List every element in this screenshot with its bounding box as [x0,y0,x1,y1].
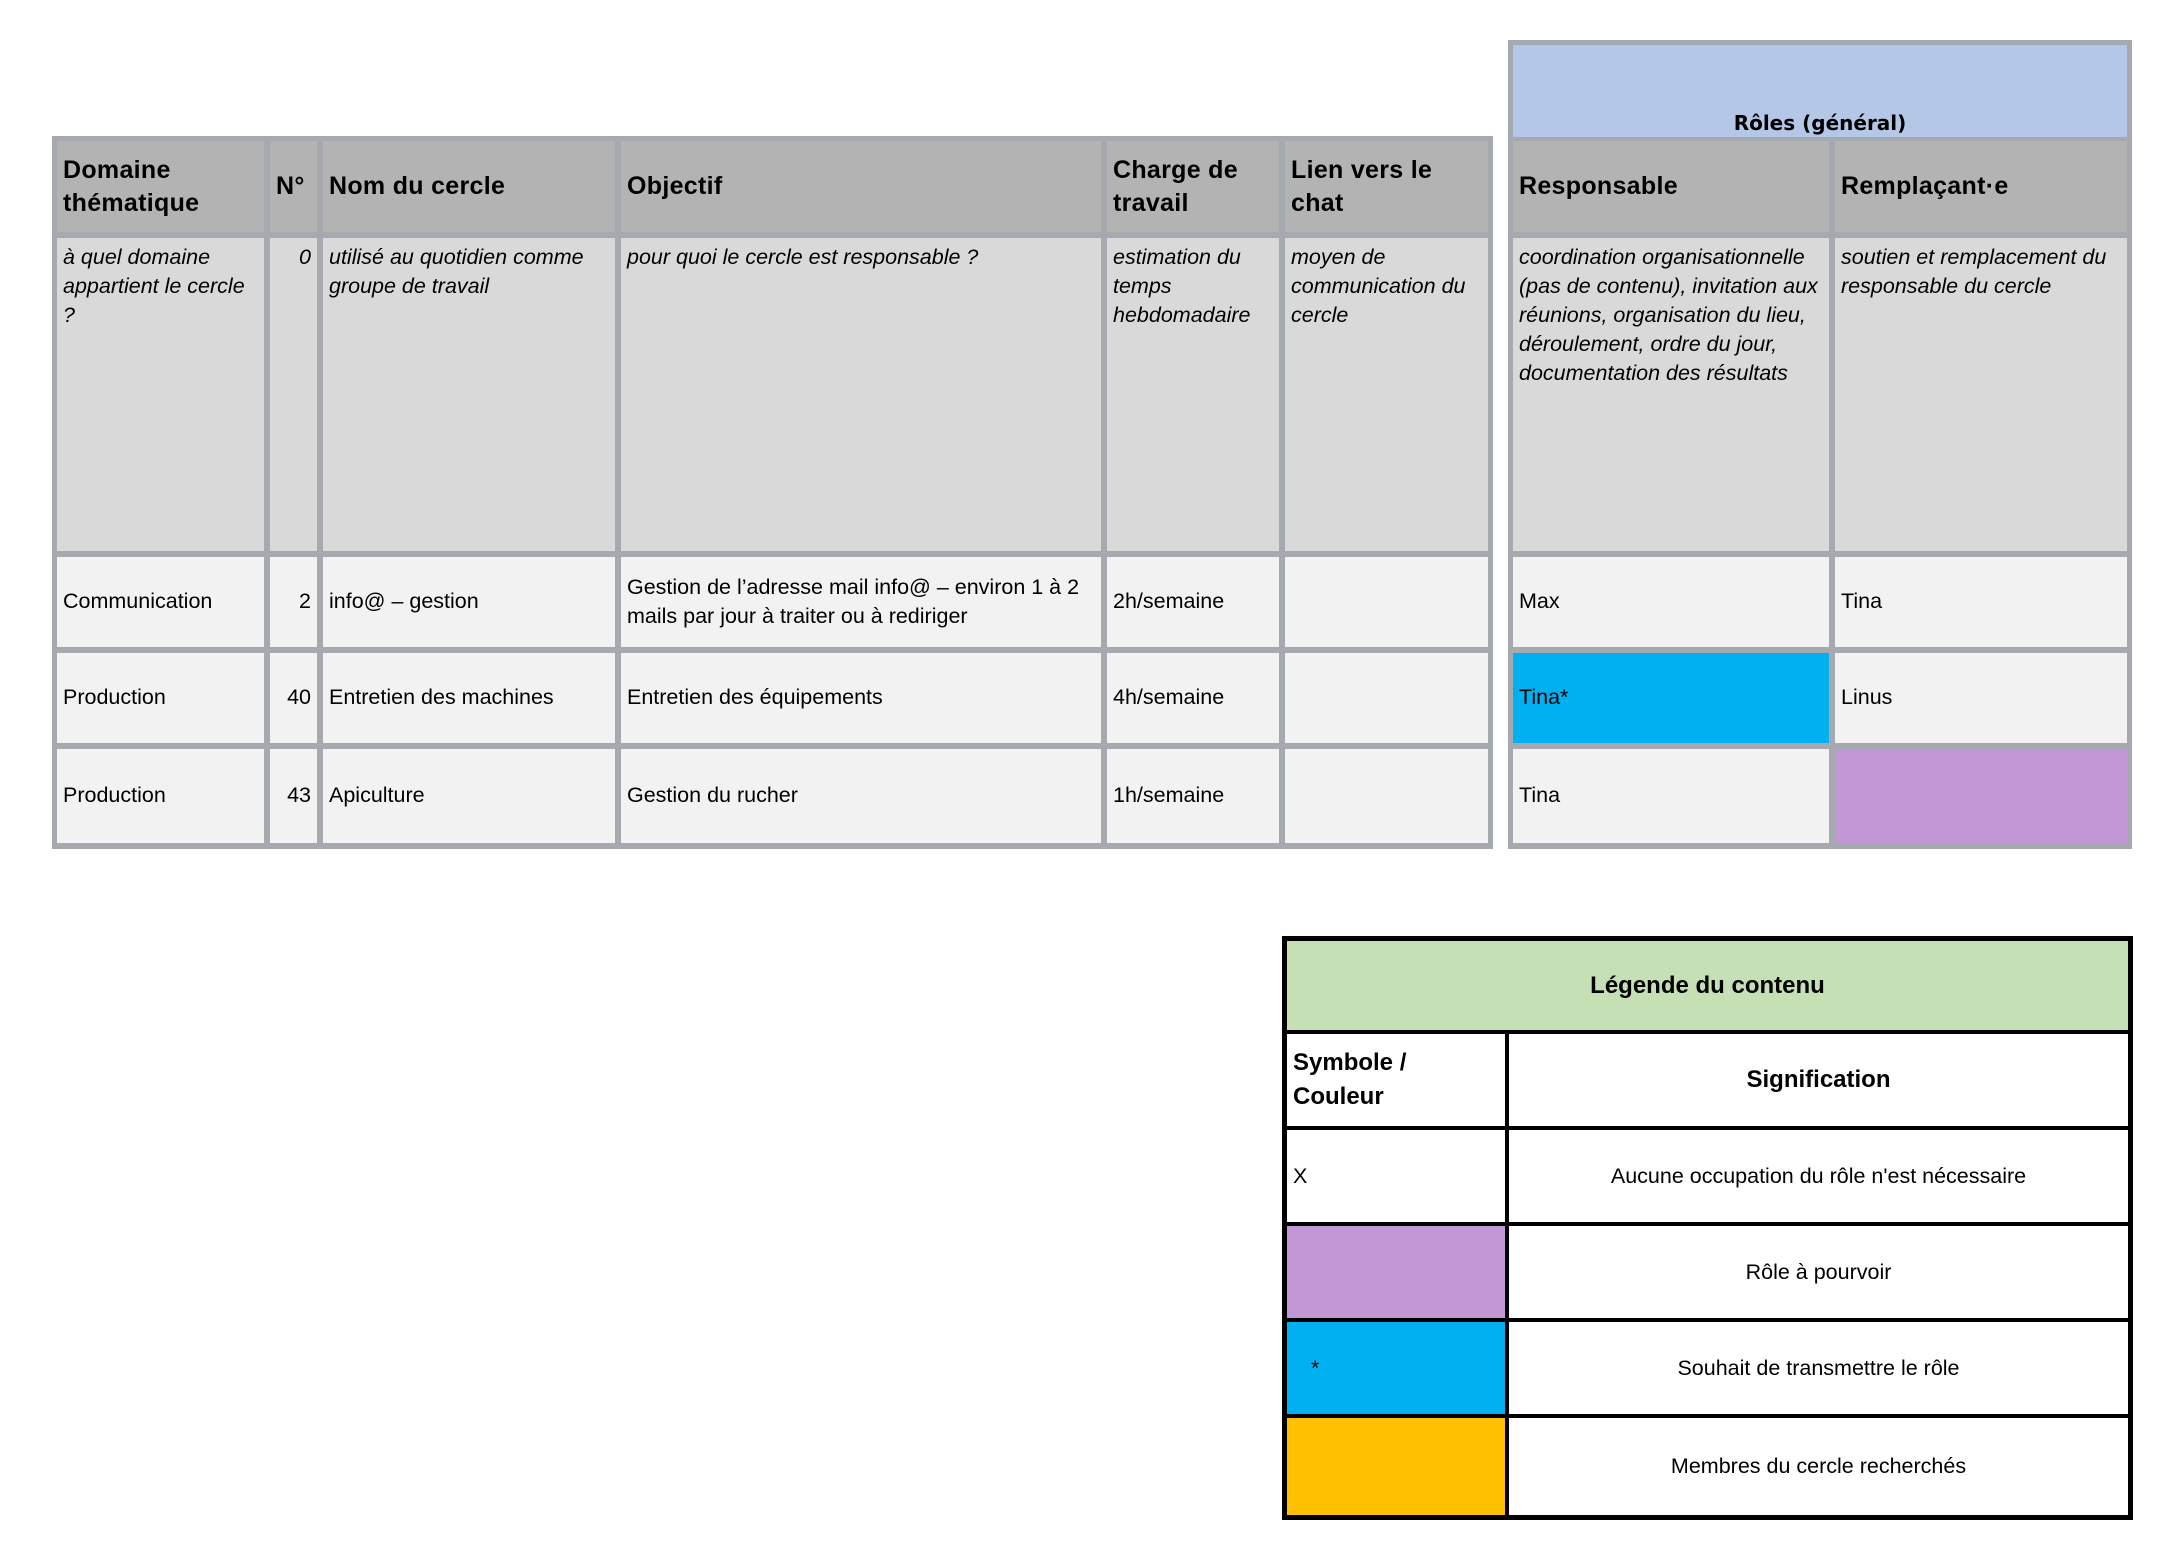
desc-number: 0 [270,238,317,551]
desc-circle-name: utilisé au quotidien comme groupe de travail [323,238,615,551]
legend-meaning-to-fill: Rôle à pourvoir [1509,1226,2128,1318]
desc-substitute: soutien et remplacement du responsable du cercle [1835,238,2127,551]
header-circle-name: Nom du cercle [323,141,615,232]
legend-title: Légende du contenu [1287,941,2128,1030]
row3-workload: 1h/semaine [1107,749,1279,843]
legend-meaning-transfer: Souhait de transmettre le rôle [1509,1322,2128,1414]
row1-substitute: Tina [1835,557,2127,647]
row1-objective: Gestion de l’adresse mail info@ – environ 1 à 2 mails par jour à traiter ou à rediriger [621,557,1101,647]
desc-objective: pour quoi le cercle est responsable ? [621,238,1101,551]
row2-objective: Entretien des équipements [621,653,1101,743]
row2-number: 40 [270,653,317,743]
header-domain: Domaine thématique [57,141,264,232]
header-substitute: Remplaçant·e [1835,141,2127,232]
row3-objective: Gestion du rucher [621,749,1101,843]
row1-responsible: Max [1513,557,1829,647]
row2-responsible: Tina* [1513,653,1829,743]
header-objective: Objectif [621,141,1101,232]
header-responsible: Responsable [1513,141,1829,232]
row3-substitute [1835,749,2127,843]
header-workload: Charge de travail [1107,141,1279,232]
desc-chat-link: moyen de communication du cercle [1285,238,1488,551]
desc-domain: à quel domaine appartient le cercle ? [57,238,264,551]
row2-substitute: Linus [1835,653,2127,743]
legend-symbol-cell: X [1287,1130,1505,1222]
legend-blue-swatch: * [1287,1322,1505,1414]
row1-circle-name: info@ – gestion [323,557,615,647]
legend-table [1282,936,2133,1520]
legend-purple-swatch [1287,1226,1505,1318]
row2-circle-name: Entretien des machines [323,653,615,743]
legend-meaning-members-wanted: Membres du cercle recherchés [1509,1418,2128,1515]
row1-domain: Communication [57,557,264,647]
row2-chat-link [1285,653,1488,743]
legend-header-meaning: Signification [1509,1034,2128,1126]
row2-workload: 4h/semaine [1107,653,1279,743]
row3-circle-name: Apiculture [323,749,615,843]
legend-meaning-no-role: Aucune occupation du rôle n'est nécessaire [1509,1130,2128,1222]
row3-chat-link [1285,749,1488,843]
header-chat-link: Lien vers le chat [1285,141,1488,232]
row2-domain: Production [57,653,264,743]
header-number: N° [270,141,317,232]
desc-workload: estimation du temps hebdomadaire [1107,238,1279,551]
legend-orange-swatch [1287,1418,1505,1515]
row1-chat-link [1285,557,1488,647]
circles-table [52,136,1493,849]
row1-number: 2 [270,557,317,647]
desc-responsible: coordination organisationnelle (pas de contenu), invitation aux réunions, organisation du lieu, déroulement, ordre du jour, documentation des résultats [1513,238,1829,551]
roles-table [1508,40,2132,849]
legend-header-symbol: Symbole / Couleur [1287,1034,1505,1126]
row1-workload: 2h/semaine [1107,557,1279,647]
row3-responsible: Tina [1513,749,1829,843]
row3-number: 43 [270,749,317,843]
roles-title: Rôles (général) [1513,45,2127,137]
row3-domain: Production [57,749,264,843]
